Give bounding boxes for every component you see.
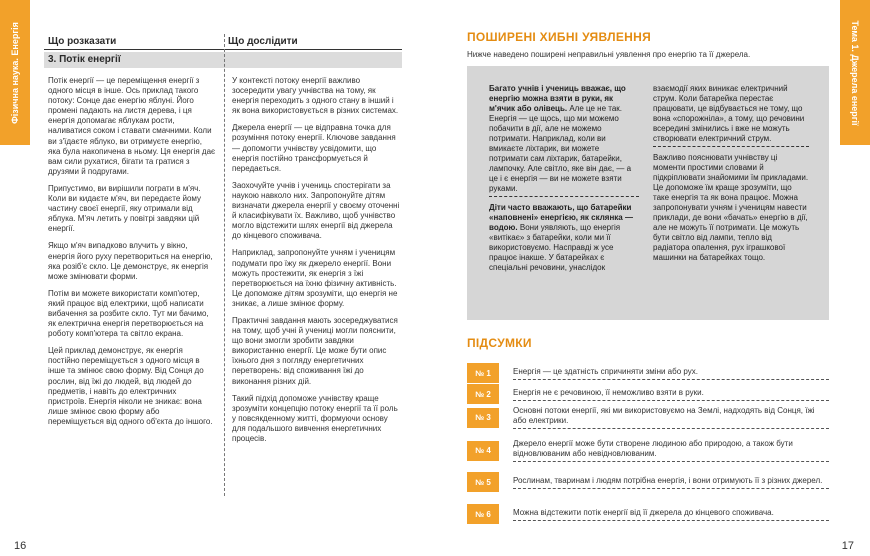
paragraph: Джерела енергії — це відправна точка для розуміння потоку енергії. Ключове завдання — допомогти учнівству усвідомити, що енергія постійно трансформується й передається. <box>232 123 396 173</box>
summary-number-badge: № 1 <box>467 363 499 383</box>
paragraph: Практичні завдання мають зосереджуватися на тому, щоб учні й учениці могли пояснити, що вони змогли зробити завдяки використанню енергії. Це може бути опис їхнього дня з погляду енергетичних перетворень: від споживання їжі до виконання різних дій. <box>232 315 398 386</box>
misconceptions-col-left <box>489 84 639 273</box>
summary-number-badge: № 5 <box>467 472 499 492</box>
misconception-2-continued: взаємодії яких виникає електричний струм. Коли батарейка перестає працювати, це відбувається не тому, що вона «спорожніла», а тому, що речовини всередині змінились і вже не можуть створювати електричний струм. <box>653 84 809 147</box>
summary-number-badge: № 2 <box>467 384 499 404</box>
paragraph: Якщо м'яч випадково влучить у вікно, енергія його руху перетвориться на енергію, яка розіб'є скло. Це демонструє, як енергія може змінювати форми. <box>48 241 213 281</box>
header-what-to-tell: Що розказати <box>48 36 117 47</box>
side-tab-left-label: Фізична наука. Енергія <box>10 21 20 124</box>
misconception-2-statement: Діти часто вважають, що батарейки «наповнені» енергією, як склянка — водою. <box>489 203 633 232</box>
teaching-advice: Важливо пояснювати учнівству ці моменти простими словами й підкріплювати знайомими їм прикладами. Це допоможе їм краще зрозуміти, що таке енергія та як вона працює. Можна запропонувати учням і ученицям навести приклади, де вони «бачать» енергію в дії, але не можуть її потримати. Це можуть бути світло від лампи, тепло від радіатора опалення, рух іграшкової машинки на батарейках тощо. <box>653 153 809 262</box>
paragraph: Наприклад, запропонуйте учням і ученицям подумати про їжу як джерело енергії. Вони можуть простежити, як енергія з їжі перетворюється на їхню фізичну активність. Це допоможе дітям зрозуміти, що енергія не зникає, а лише змінює форму. <box>232 248 398 308</box>
paragraph: Заохочуйте учнів і учениць спостерігати за наукою навколо них. Запропонуйте дітям визначати джерела енергії у своєму оточенні й класифікувати їх. Важливо, щоб учнівство могло відстежити шлях енергії від джерела до кінцевого споживача. <box>232 180 400 241</box>
summary-item <box>467 384 829 404</box>
header-what-to-explore: Що дослідити <box>228 36 298 47</box>
summary-number-badge: № 3 <box>467 408 499 428</box>
misconception-1-statement: Багато учнів і учениць вважає, що енергію можна взяти в руки, як м'ячик або олівець. <box>489 84 626 113</box>
paragraph: У контексті потоку енергії важливо зосередити увагу учнівства на тому, як енергія переходить з одного стану в інший і як вона використовується в різних системах. <box>232 76 399 116</box>
summary-number-badge: № 4 <box>467 441 499 461</box>
misconceptions-intro: Нижче наведено поширені неправильні уявлення про енергію та її джерела. <box>467 50 751 59</box>
summary-item <box>467 504 829 524</box>
paragraph: Такий підхід допоможе учнівству краще зрозуміти концепцію потоку енергії та її роль у повсякденному житті, формуючи основу для подальшого вивчення енергетичних процесів. <box>232 393 398 443</box>
misconceptions-box <box>467 66 829 320</box>
summary-item <box>467 472 829 492</box>
misconception-2 <box>489 203 639 273</box>
paragraph: Потік енергії — це переміщення енергії з одного місця в інше. Ось приклад такого потоку: Сонце дає енергію яблуні. Його промені падають на листя дерева, і ця енергія допомагає яблукам рости, наливатися соком і ставати смачними. Коли ви з'їдаєте яблуко, ви отримуєте енергію, яка була накопичена в ньому. Ця енергія дає вам сили рухатися, бігати та гратися з друзями й подругами. <box>48 76 216 176</box>
summary-item <box>467 406 829 429</box>
side-tab-right-label: Тема 1. Джерела енергії <box>850 19 860 126</box>
summary-text: Енергія не є речовиною, її неможливо взяти в руки. <box>513 388 829 401</box>
misconceptions-title: ПОШИРЕНІ ХИБНІ УЯВЛЕННЯ <box>467 30 652 44</box>
summary-item <box>467 363 829 383</box>
summary-title: ПІДСУМКИ <box>467 336 532 350</box>
column-tell <box>44 70 224 451</box>
side-tab-right <box>840 0 870 145</box>
column-divider <box>224 34 225 496</box>
paragraph: Припустимо, ви вирішили пограти в м'яч. Коли ви кидаєте м'яч, ви передаєте йому частину своєї енергії, яку отримали від яблука. М'яч летить у повітрі завдяки цій енергії. <box>48 183 202 234</box>
summary-number-badge: № 6 <box>467 504 499 524</box>
lesson-table <box>44 34 402 451</box>
section-title: 3. Потік енергії <box>44 52 402 68</box>
summary-item <box>467 439 829 462</box>
summary-text: Джерело енергії може бути створене людиною або природою, а також бути відновлюваним або невідновлюваним. <box>513 439 829 462</box>
paragraph: Потім ви можете використати комп'ютер, який працює від електрики, щоб написати вибачення за розбите скло. Тут ми бачимо, як електрична енергія перетворюється на роботу комп'ютера та світло екрана. <box>48 288 209 339</box>
misconception-1 <box>489 84 639 197</box>
summary-text: Основні потоки енергії, які ми використовуємо на Землі, надходять від Сонця, їжі або електрики. <box>513 406 829 429</box>
page-number-left: 16 <box>14 540 27 552</box>
paragraph: Цей приклад демонструє, як енергія постійно переміщується з одного місця в інше та змінює свою форму. Від Сонця до рослин, від їжі до людей, від людей до предметів, і навіть до електричних пристроїв. Енергія ніколи не зникає: вона лише змінює свою форму або переміщується від одного об'єкта до іншого. <box>48 346 213 426</box>
page-number-right: 17 <box>841 540 854 552</box>
column-explore <box>224 70 402 451</box>
summary-text: Рослинам, тваринам і людям потрібна енергія, і вони отримують її з різних джерел. <box>513 476 829 489</box>
summary-text: Енергія — це здатність спричиняти зміни або рух. <box>513 367 829 380</box>
misconception-2-explanation: Вони уявляють, що енергія «витікає» з батарейки, коли ми її використовуємо. Насправді ж усе працює інакше. У батарейках є спеціальні речовини, унаслідок <box>489 223 621 272</box>
side-tab-left <box>0 0 30 145</box>
misconception-1-explanation: Але це не так. Енергія — це щось, що ми можемо побачити в дії, але не можемо потримати. Наприклад, коли ви вмикаєте ліхтарик, ви можете потримати сам ліхтарик, батарейки, лампочку. Але світло, яке він дає, — а це і є енергія — ви не можете взяти руками. <box>489 104 632 193</box>
summary-text: Можна відстежити потік енергії від її джерела до кінцевого споживача. <box>513 508 829 521</box>
table-header <box>44 34 402 50</box>
misconceptions-col-right <box>653 84 809 263</box>
